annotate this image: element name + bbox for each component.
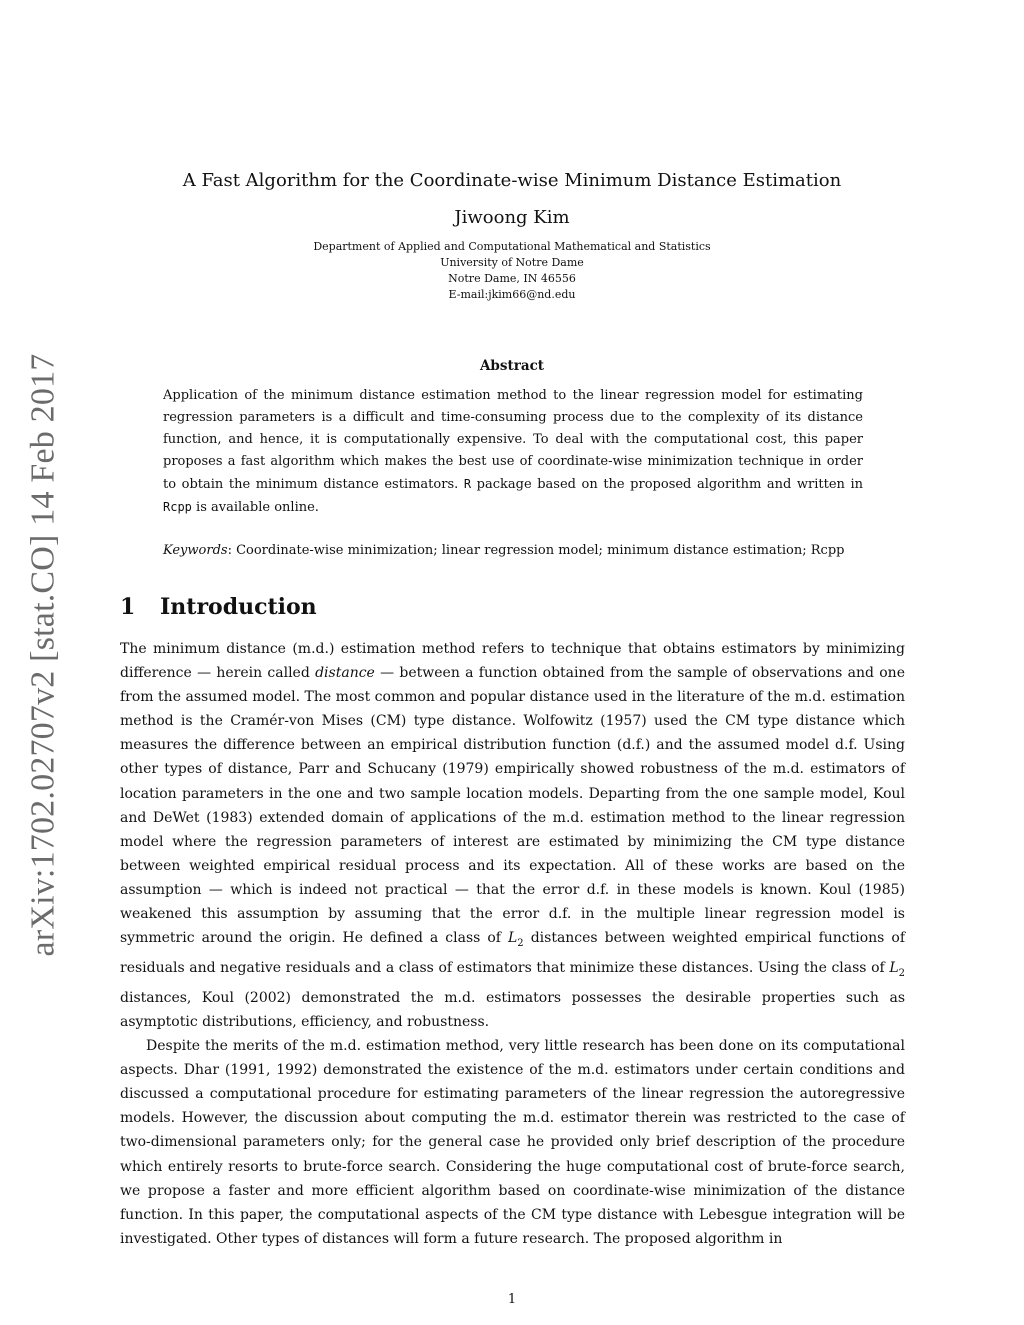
math-l2 (889, 960, 905, 979)
affiliation-address: Notre Dame, IN 46556 (448, 272, 576, 285)
math-subscript: 2 (898, 967, 905, 979)
section-title: Introduction (160, 594, 317, 620)
math-l2 (508, 930, 524, 949)
abstract-heading: Abstract (479, 358, 545, 374)
paragraph: Despite the merits of the m.d. estimation method, very little research has been done on its computational aspects. Dhar (1991, 1992) demonstrated the existence of the m.d. estimators under certain conditions and discussed a computational procedure for estimating parameters of the linear regression the autoregressive models. However, the discussion about computing the m.d. estimator therein was restricted to the case of two-dimensional parameters only; for the general case he provided only brief description of the procedure which entirely resorts to brute-force search. Considering the huge computational cost of brute-force search, we propose a faster and more efficient algorithm based on coordinate-wise minimization of the distance function. In this paper, the computational aspects of the CM type distance with Lebesgue integration will be investigated. Other types of distances will form a future research. The proposed algorithm in (120, 1038, 905, 1247)
paragraph (120, 637, 905, 1034)
paragraph-text: The minimum distance (m.d.) estimation method refers to technique that obtains estimators by minimizing difference — herein called (120, 641, 905, 682)
page-number: 1 (507, 1292, 517, 1307)
abstract-sentence: is available online. (196, 500, 319, 515)
keywords (163, 540, 883, 562)
math-symbol: L (889, 960, 899, 977)
affiliation-department: Department of Applied and Computational Mathematical and Statistics (313, 240, 711, 253)
abstract-text (163, 385, 863, 519)
arxiv-identifier: arXiv:1702.02707v2 [stat.CO] 14 Feb 2017 (24, 353, 62, 957)
author-name: Jiwoong Kim (454, 207, 570, 228)
affiliation-email: E-mail:jkim66@nd.edu (448, 288, 576, 301)
emphasis-distance: distance (315, 665, 375, 682)
section-body (120, 637, 905, 1251)
arxiv-sidebar (17, 350, 69, 960)
section-heading (120, 594, 317, 620)
paragraph-text: distances between weighted empirical functions of residuals and negative residuals and a class of estimators that minimize these distances. Using the class of (120, 930, 905, 977)
keywords-list: : Coordinate-wise minimization; linear regression model; minimum distance estimation; Rcpp (227, 543, 845, 558)
paragraph-text: distances, Koul (2002) demonstrated the m.d. estimators possesses the desirable properties such as asymptotic distributions, efficiency, and robustness. (120, 989, 905, 1030)
code-rcpp: Rcpp (163, 500, 192, 514)
keywords-label: Keywords (163, 543, 228, 558)
math-subscript: 2 (517, 937, 524, 949)
affiliation-university: University of Notre Dame (440, 256, 584, 269)
section-number: 1 (120, 594, 136, 620)
author-affiliation (0, 239, 1024, 303)
math-symbol: L (508, 930, 518, 947)
abstract-sentence: package based on the proposed algorithm and written in (476, 477, 863, 492)
abstract-sentence: Application of the minimum distance estimation method to the linear regression model for estimating regression parameters is a difficult and time-consuming process due to the complexity of its distance function, and hence, it is computationally expensive. To deal with the computational cost, this paper proposes a fast algorithm which makes the best use of coordinate-wise minimization technique in order to obtain the minimum distance estimators. (163, 388, 863, 492)
paper-title: A Fast Algorithm for the Coordinate-wise Minimum Distance Estimation (182, 170, 842, 191)
code-r: R (463, 477, 472, 491)
paragraph-text: — between a function obtained from the sample of observations and one from the assumed model. The most common and popular distance used in the literature of the m.d. estimation method is the Cramér-von Mises (CM) type distance. Wolfowitz (1957) used the CM type distance which measures the difference between an empirical distribution function (d.f.) and the assumed model d.f. Using other types of distance, Parr and Schucany (1979) empirically showed robustness of the m.d. estimators of location parameters in the one and two sample location models. Departing from the one sample model, Koul and DeWet (1983) extended domain of applications of the m.d. estimation method to the linear regression model where the regression parameters of interest are estimated by minimizing the CM type distance between weighted empirical residual process and its expectation. All of these works are based on the assumption — which is indeed not practical — that the error d.f. in these models is known. Koul (1985) weakened this assumption by assuming that the error d.f. in the multiple linear regression model is symmetric around the origin. He defined a class of (120, 665, 905, 947)
